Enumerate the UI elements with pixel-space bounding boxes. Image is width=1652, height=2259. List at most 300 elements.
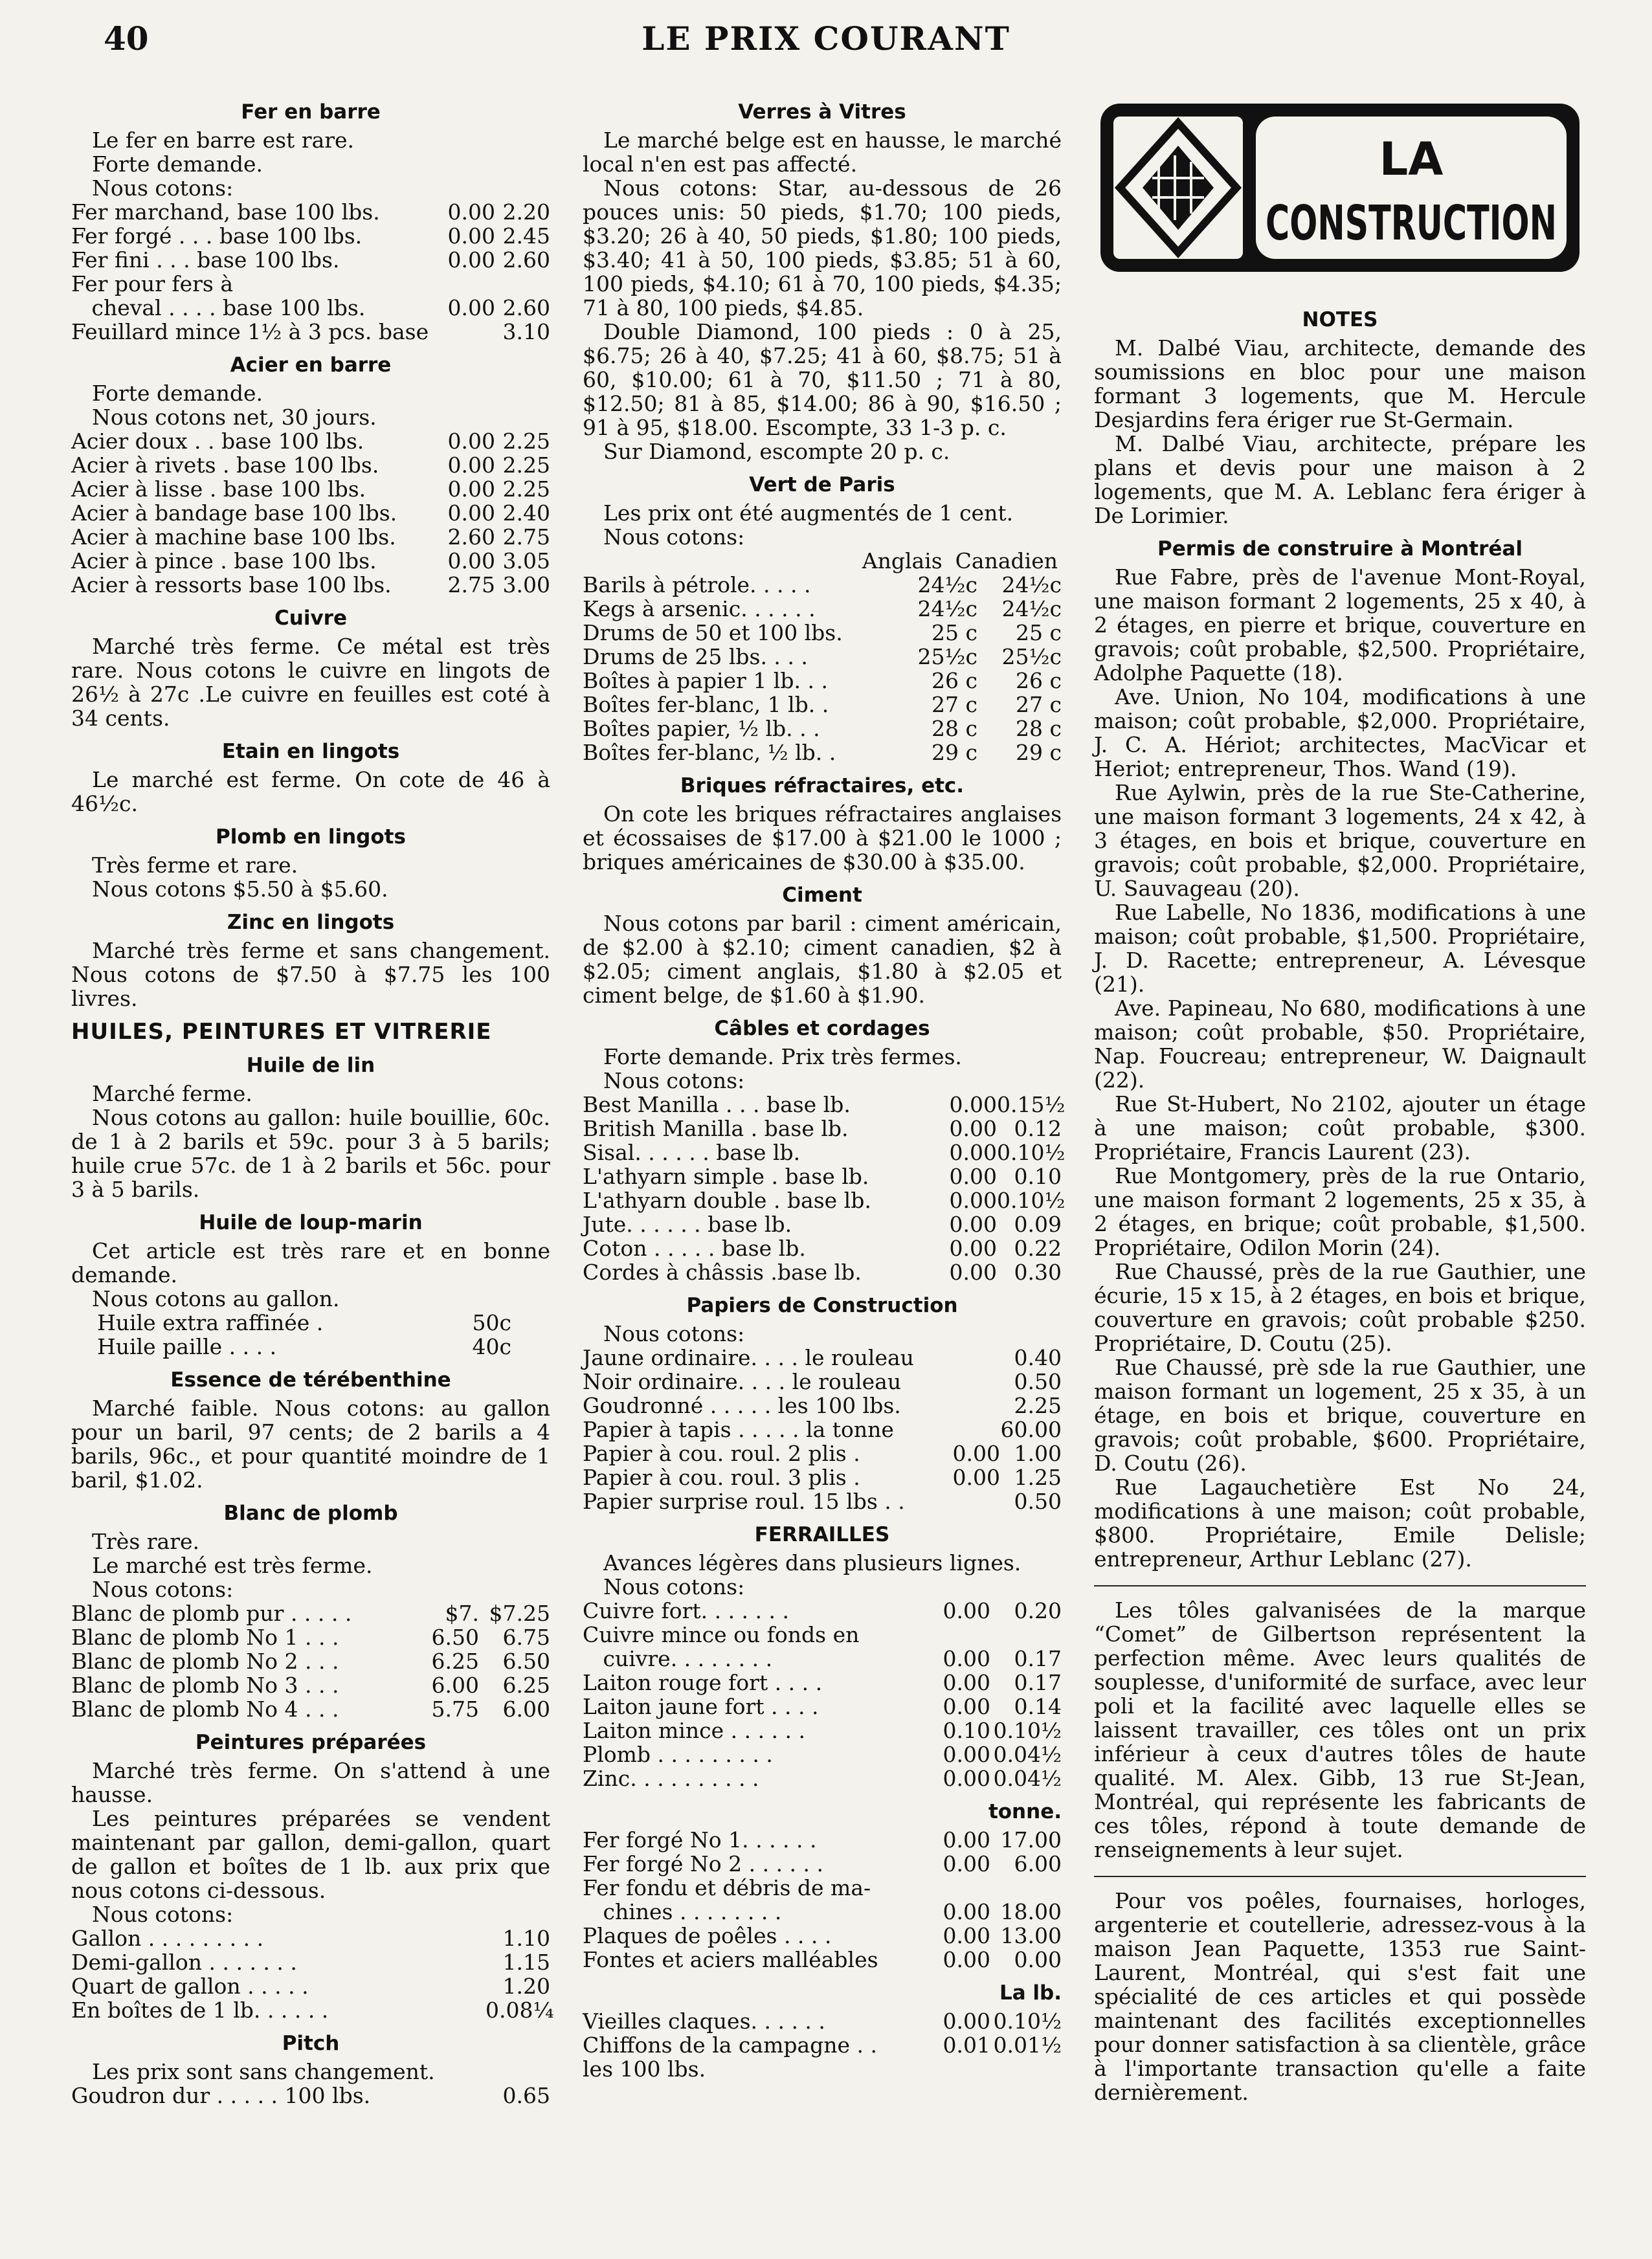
- price-low: [948, 1489, 1000, 1513]
- item-label: Chiffons de la campagne . .: [583, 2032, 878, 2058]
- price-low: 0.00: [447, 452, 495, 478]
- section-title: Zinc en lingots: [227, 911, 395, 934]
- price-low: [926, 1623, 990, 1647]
- logo-line-1: LA: [1379, 133, 1444, 186]
- permit-paragraph: Rue Lagauchetière Est No 24, modifications à une maison; coût probable, $800. Propriétaire, Emile Delisle; entrepreneur, Arthur Leblanc (27).: [1094, 1474, 1586, 1572]
- text-line: Le marché est très ferme.: [92, 1553, 373, 1578]
- price-low: 2.60: [447, 524, 495, 550]
- price-row: [71, 429, 550, 453]
- price-row: [97, 1335, 511, 1359]
- text-line: Avances légères dans plusieurs lignes.: [603, 1550, 1021, 1575]
- section-title: Acier en barre: [230, 353, 392, 377]
- price-high: 18.00: [1000, 1899, 1062, 1924]
- unit-heading: tonne.: [988, 1800, 1062, 1823]
- text-line: Le fer en barre est rare.: [92, 128, 355, 153]
- price-high: 3.10: [502, 319, 550, 344]
- item-label: Acier à rivets . base 100 lbs.: [71, 452, 379, 478]
- price-high: 0.10½: [993, 1718, 1062, 1743]
- item-label: Boîtes fer-blanc, ½ lb. .: [583, 740, 836, 765]
- note-paragraph: M. Dalbé Viau, architecte, demande des soumissions en bloc pour une maison formant 3 logements, que M. Hercule Desjardins fera ériger rue St-Germain.: [1094, 335, 1586, 432]
- paragraph: On cote les briques réfractaires anglaises et écossaises de $17.00 à $21.00 le 1000 ; briques américaines de $30.00 à $35.00.: [583, 801, 1062, 874]
- price-row: [583, 1766, 1062, 1790]
- logo-line-2: CONSTRUCTION: [1266, 195, 1557, 251]
- item-label: Fer forgé No 1. . . . . .: [583, 1827, 817, 1853]
- price-row: [71, 200, 550, 224]
- price-high: 0.15½: [997, 1092, 1066, 1117]
- price-low: 0.00: [943, 1646, 990, 1671]
- price-low: 6.00: [431, 1673, 479, 1698]
- item-label: Acier doux . . base 100 lbs.: [71, 428, 364, 454]
- price-row: [71, 1697, 550, 1721]
- price-low: 29 c: [932, 740, 977, 765]
- item-label: Laiton mince . . . . . .: [583, 1718, 806, 1743]
- section-title: FERRAILLES: [754, 1523, 890, 1546]
- price-row: [583, 1742, 1062, 1766]
- item-label: Plomb . . . . . . . . .: [583, 1742, 773, 1767]
- section-title: Cuivre: [274, 606, 347, 630]
- item-label: Sisal. . . . . . base lb.: [583, 1140, 801, 1165]
- price-low: 25 c: [932, 620, 977, 645]
- price-row: [583, 1092, 1066, 1117]
- text-line: Très rare.: [92, 1529, 199, 1554]
- text-line: Nous cotons:: [92, 1577, 234, 1602]
- price-high: 0.65: [502, 2083, 550, 2108]
- price-low: [948, 1394, 1000, 1418]
- paragraph: Marché très ferme et sans changement. Nous cotons de $7.50 à $7.75 les 100 livres.: [71, 938, 550, 1011]
- section-title: Briques réfractaires, etc.: [680, 774, 965, 797]
- price-row: [583, 573, 1062, 597]
- item-label: Acier à machine base 100 lbs.: [71, 524, 396, 550]
- price-low: 0.00: [952, 1441, 1000, 1466]
- item-label: Drums de 50 et 100 lbs.: [583, 620, 843, 645]
- item-label: Huile extra raffinée .: [97, 1310, 324, 1335]
- price-high: 0.20: [1014, 1598, 1062, 1623]
- price-high: [990, 2057, 1062, 2081]
- item-label: Fer pour fers à: [71, 271, 234, 296]
- advertisement-paragraph: Pour vos poêles, fournaises, horloges, argenterie et coutellerie, adressez-vous à la maison Jean Paquette, 1353 rue Saint-Laurent, Montréal, qui s'est fait une spécialité de ces articles et qui possède maintenant des facilités exceptionnelles pour donner satisfaction à sa clientèle, grâce à l'importante transaction qu'elle a faite dernièrement.: [1094, 1888, 1586, 2105]
- price-high: 0.10½: [993, 2009, 1062, 2034]
- permit-paragraph: Rue Labelle, No 1836, modifications à une maison; coût probable, $1,500. Propriétaire, J. D. Racette; entrepreneur, A. Lévesque (21).: [1094, 900, 1586, 997]
- item-label: Jute. . . . . . base lb.: [583, 1212, 792, 1237]
- item-label: cheval . . . . base 100 lbs.: [71, 295, 366, 320]
- price-row: [71, 453, 550, 477]
- price-low: 0.00: [943, 1694, 990, 1719]
- item-label: Fer forgé No 2 . . . . . .: [583, 1851, 823, 1876]
- price-low: [948, 1346, 1000, 1370]
- price-row: [583, 1441, 1062, 1465]
- price-high: $7.25: [489, 1601, 550, 1626]
- text-line: Forte demande.: [92, 151, 263, 177]
- item-label: L'athyarn simple . base lb.: [583, 1164, 869, 1189]
- price-high: 1.20: [502, 1974, 550, 1999]
- category-title: HUILES, PEINTURES ET VITRERIE: [71, 1019, 492, 1045]
- price-low: 27 c: [932, 692, 977, 717]
- price-high: 2.40: [502, 500, 550, 526]
- price-table: [71, 1926, 554, 2023]
- price-table: [71, 2084, 550, 2108]
- price-low: $7.: [445, 1601, 479, 1626]
- price-low: 0.00: [447, 500, 495, 526]
- permit-paragraph: Ave. Papineau, No 680, modifications à une maison; coût probable, $50. Propriétaire, Nap. Foucreau; entrepreneur, W. Daignault (22).: [1094, 996, 1586, 1093]
- price-row: [583, 1719, 1062, 1742]
- price-row: [71, 549, 550, 573]
- item-label: Quart de gallon . . . . .: [71, 1974, 309, 1999]
- price-low: 0.00: [943, 1947, 990, 1972]
- price-low: 28 c: [932, 716, 977, 741]
- price-high: 6.25: [502, 1673, 550, 1698]
- column-header: Canadien: [955, 548, 1058, 573]
- price-low: 6.50: [431, 1625, 479, 1650]
- text-line: Nous cotons:: [92, 1902, 234, 1927]
- price-low: 24½c: [917, 596, 977, 621]
- section-title: Ciment: [782, 884, 862, 907]
- item-label: British Manilla . base lb.: [583, 1116, 849, 1141]
- price-high: 2.45: [502, 223, 550, 249]
- price-row: [583, 2033, 1062, 2057]
- price-row: [583, 1489, 1062, 1513]
- price-table: [583, 1346, 1062, 1513]
- price-row: [583, 1164, 1062, 1188]
- text-line: Nous cotons $5.50 à $5.60.: [92, 876, 388, 902]
- price-row: [583, 669, 1062, 693]
- price-low: 0.00: [943, 1827, 990, 1853]
- price-low: 0.00: [943, 1923, 990, 1948]
- price-low: 0.00: [949, 1188, 997, 1213]
- price-high: 0.14: [1014, 1694, 1062, 1719]
- price-high: 0.50: [1014, 1489, 1062, 1514]
- item-label: Feuillard mince 1½ à 3 pcs. base: [71, 319, 429, 344]
- price-row: [583, 717, 1062, 740]
- permit-paragraph: Rue St-Hubert, No 2102, ajouter un étage à une maison; coût probable, $300. Propriétaire, Francis Laurent (23).: [1094, 1091, 1586, 1164]
- item-label: Papier à tapis . . . . . la tonne: [583, 1417, 894, 1442]
- price-high: 13.00: [1000, 1923, 1062, 1948]
- price-high: 3.05: [502, 548, 550, 573]
- price-high: 1.25: [1014, 1465, 1062, 1490]
- item-label: Papier à cou. roul. 3 plis .: [583, 1465, 860, 1490]
- price-row: [583, 2009, 1062, 2033]
- permit-paragraph: Rue Chaussé, prè sde la rue Gauthier, une maison formant un logement, 25 x 35, à un étage, en bois et brique, couverture en gravois; coût probable, $600. Propriétaire, D. Coutu (26).: [1094, 1355, 1586, 1476]
- price-low: 0.00: [447, 223, 495, 249]
- item-label: Papier à cou. roul. 2 plis .: [583, 1441, 860, 1466]
- paragraph: Cet article est très rare et en bonne demande.: [71, 1238, 550, 1287]
- table-header: [583, 549, 1062, 573]
- item-label: Acier à ressorts base 100 lbs.: [71, 572, 392, 597]
- item-label: cuivre. . . . . . . .: [583, 1646, 773, 1671]
- price-low: 0.00: [949, 1140, 997, 1165]
- price-high: 6.00: [1014, 1851, 1062, 1876]
- permit-paragraph: Rue Aylwin, près de la rue Ste-Catherine, une maison formant 3 logements, 24 x 42, à 3 étages, en bois et brique, couverture en gravois; coût probable, $2,000. Propriétaire, U. Sauvageau (20).: [1094, 780, 1586, 901]
- price-low: 0.00: [949, 1092, 997, 1117]
- masthead-title: LE PRIX COURANT: [642, 19, 1010, 58]
- column-3: [1094, 91, 1586, 2104]
- price-low: [434, 320, 495, 344]
- price-high: 0.00: [1014, 1947, 1062, 1972]
- paragraph: Sur Diamond, escompte 20 p. c.: [603, 439, 950, 464]
- price-row: [71, 1601, 550, 1625]
- paragraph: Nous cotons au gallon: huile bouillie, 60c. de 1 à 2 barils et 59c. pour 3 à 5 barils; huile crue 57c. de 1 à 2 barils et 56c. pour 3 à 5 barils.: [71, 1105, 550, 1202]
- text-line: Forte demande.: [92, 381, 263, 406]
- column-1: [71, 91, 554, 2108]
- price-high: [990, 1876, 1062, 1900]
- price-row: [583, 645, 1062, 669]
- item-label: En boîtes de 1 lb. . . . . .: [71, 1997, 329, 2023]
- la-construction-logo: [1094, 91, 1586, 285]
- price-high: 28 c: [1016, 716, 1062, 741]
- price-row: [71, 1997, 554, 2023]
- price-high: 2.60: [502, 295, 550, 320]
- price-high: 0.40: [1014, 1345, 1062, 1370]
- price-high: 1.10: [502, 1926, 550, 1951]
- item-label: Blanc de plomb No 3 . . .: [71, 1673, 339, 1698]
- section-title: Blanc de plomb: [223, 1502, 398, 1525]
- price-row: [71, 1974, 550, 1998]
- advertisement-paragraph: Les tôles galvanisées de la marque “Comet” de Gilbertson représentent la perfection même. Avec leurs qualités de souplesse, d'uniformité de surface, avec leur poli et la facilité avec laquelle elles se laissent travailler, ces tôles ont un prix inférieur à ceux d'autres tôles de haute qualité. M. Alex. Gibb, 13 rue St-Jean, Montréal, qui représente les fabricants de ces tôles, répond à toute demande de renseignements à leur sujet.: [1094, 1597, 1586, 1862]
- price-low: 26 c: [932, 668, 977, 693]
- price-high: [990, 1623, 1062, 1647]
- item-label: Barils à pétrole. . . . .: [583, 572, 811, 597]
- section-title: Plomb en lingots: [216, 825, 406, 849]
- paragraph: Marché faible. Nous cotons: au gallon pour un baril, 97 cents; de 2 barils a 4 barils, 96c., et pour quantité moindre de 1 baril, $1.02.: [71, 1396, 550, 1493]
- price-low: 0.00: [447, 548, 495, 573]
- price-low: 0.00: [447, 199, 495, 225]
- price-high: [495, 272, 550, 296]
- price-high: 40c: [472, 1334, 511, 1359]
- price-high: 2.25: [502, 476, 550, 502]
- price-low: 0.00: [943, 2009, 990, 2034]
- section-title: Vert de Paris: [749, 473, 895, 496]
- item-label: Laiton jaune fort . . . .: [583, 1694, 819, 1719]
- price-row: [583, 1828, 1062, 1852]
- price-row: [71, 501, 550, 525]
- price-row: [71, 1625, 550, 1649]
- item-label: Demi-gallon . . . . . . .: [71, 1950, 297, 1975]
- price-table: [71, 429, 550, 597]
- item-label: Boîtes fer-blanc, 1 lb. .: [583, 692, 829, 717]
- price-low: 25½c: [917, 644, 977, 669]
- price-row: [71, 2084, 550, 2108]
- item-label: Fer forgé . . . base 100 lbs.: [71, 223, 363, 249]
- item-label: Zinc. . . . . . . . . .: [583, 1766, 759, 1791]
- price-high: 0.09: [1014, 1212, 1062, 1237]
- item-label: chines . . . . . . . .: [583, 1899, 782, 1924]
- price-table: [583, 1092, 1066, 1285]
- paragraph: Nous cotons: Star, au-dessous de 26 pouces unis: 50 pieds, $1.70; 100 pieds, $3.20; 26 à 40, 50 pieds, $1.80; 100 pieds, $3.40; 41 à 50, 100 pieds, $3.85; 51 à 60, 100 pieds, $4.10; 61 à 70, 100 pieds, $4.35; 71 à 80, 100 pieds, $4.85.: [583, 175, 1062, 320]
- item-label: Kegs à arsenic. . . . . .: [583, 596, 816, 621]
- permit-paragraph: Rue Montgomery, près de la rue Ontario, une maison formant 2 logements, 25 x 35, à 2 étages, en brique; coût probable, $1,500. Propriétaire, Odilon Morin (24).: [1094, 1163, 1586, 1260]
- price-high: 17.00: [1000, 1827, 1062, 1853]
- price-low: 0.00: [943, 1670, 990, 1695]
- price-high: 25 c: [1016, 620, 1062, 645]
- paragraph: Marché ferme.: [92, 1081, 252, 1106]
- price-row: [583, 1370, 1062, 1394]
- price-row: [583, 693, 1062, 717]
- price-high: 1.15: [502, 1950, 550, 1975]
- permit-paragraph: Rue Chaussé, près de la rue Gauthier, une écurie, 15 x 15, à 2 étages, en bois et brique, couverture en gravois; coût probable $250. Propriétaire, D. Coutu (25).: [1094, 1259, 1586, 1356]
- text-line: Très ferme et rare.: [92, 852, 298, 878]
- item-label: Acier à bandage base 100 lbs.: [71, 500, 397, 526]
- price-high: 0.08¼: [486, 1997, 554, 2023]
- price-high: 2.25: [1014, 1393, 1062, 1418]
- column-2: [583, 91, 1066, 2082]
- price-row: [71, 573, 550, 597]
- item-label: Coton . . . . . base lb.: [583, 1236, 806, 1261]
- divider: [1094, 1876, 1586, 1877]
- text-line: Nous cotons:: [603, 1321, 745, 1346]
- price-row: [71, 224, 550, 248]
- price-high: 6.75: [502, 1625, 550, 1650]
- item-label: Noir ordinaire. . . . le rouleau: [583, 1369, 902, 1394]
- item-label: Vieilles claques. . . . . .: [583, 2009, 825, 2034]
- section-title: Peintures préparées: [195, 1731, 427, 1754]
- price-high: 0.12: [1014, 1116, 1062, 1141]
- price-high: 2.75: [502, 524, 550, 550]
- price-row: [583, 1212, 1062, 1236]
- price-row: [583, 1623, 1062, 1647]
- price-low: 0.00: [943, 1899, 990, 1924]
- price-high: 1.00: [1014, 1441, 1062, 1466]
- item-label: Best Manilla . . . base lb.: [583, 1092, 851, 1117]
- unit-heading: La lb.: [999, 1981, 1062, 2005]
- item-label: Gallon . . . . . . . . .: [71, 1926, 264, 1951]
- price-row: [583, 1188, 1066, 1213]
- item-label: Boîtes à papier 1 lb. . .: [583, 668, 828, 693]
- price-row: [583, 1647, 1062, 1671]
- price-high: 25½c: [1001, 644, 1062, 669]
- text-line: Forte demande. Prix très fermes.: [603, 1044, 962, 1069]
- item-label: Fontes et aciers malléables: [583, 1947, 878, 1972]
- price-row: [583, 621, 1062, 645]
- price-high: 6.50: [502, 1649, 550, 1674]
- price-row: [71, 272, 550, 296]
- item-label: Laiton rouge fort . . . .: [583, 1670, 823, 1695]
- item-label: Plaques de poêles . . . .: [583, 1923, 832, 1948]
- section-title: Câbles et cordages: [714, 1017, 930, 1040]
- text-line: Nous cotons net, 30 jours.: [92, 405, 377, 430]
- price-row: [71, 477, 550, 501]
- item-label: Cuivre fort. . . . . . .: [583, 1598, 789, 1623]
- paragraph: Les prix ont été augmentés de 1 cent.: [603, 500, 1014, 526]
- price-high: 0.04½: [993, 1766, 1062, 1791]
- price-high: 24½c: [1001, 596, 1062, 621]
- item-label: Fer fondu et débris de ma-: [583, 1875, 871, 1900]
- price-low: 0.00: [949, 1164, 997, 1189]
- price-row: [97, 1311, 511, 1335]
- price-row: [71, 296, 550, 320]
- item-label: Cuivre mince ou fonds en: [583, 1622, 860, 1647]
- item-label: Blanc de plomb pur . . . . .: [71, 1601, 352, 1626]
- price-row: [583, 1599, 1062, 1623]
- price-high: 6.00: [502, 1697, 550, 1722]
- price-low: [948, 1418, 1000, 1441]
- item-label: les 100 lbs.: [583, 2056, 706, 2082]
- price-low: 24½c: [917, 572, 977, 597]
- section-title: Etain en lingots: [221, 740, 400, 763]
- price-row: [71, 1673, 550, 1697]
- price-row: [583, 1260, 1062, 1284]
- price-high: 29 c: [1016, 740, 1062, 765]
- paragraph: Les peintures préparées se vendent maintenant par gallon, demi-gallon, quart de gallon et boîtes de 1 lb. aux prix que nous cotons ci-dessous.: [71, 1806, 550, 1903]
- price-row: [583, 1140, 1066, 1165]
- price-low: 0.00: [447, 247, 495, 273]
- item-label: Fer fini . . . base 100 lbs.: [71, 247, 340, 273]
- price-high: 2.25: [502, 428, 550, 454]
- section-title: Huile de lin: [246, 1054, 375, 1077]
- price-table: [71, 1601, 550, 1721]
- price-high: 2.25: [502, 452, 550, 478]
- price-high: 0.10: [1014, 1164, 1062, 1189]
- item-label: Blanc de plomb No 1 . . .: [71, 1625, 339, 1650]
- paragraph: Les prix sont sans changement.: [92, 2059, 435, 2084]
- price-low: 0.00: [943, 1851, 990, 1876]
- price-low: 0.00: [952, 1465, 1000, 1490]
- price-row: [583, 1852, 1062, 1876]
- divider: [1094, 1585, 1586, 1586]
- price-row: [583, 1418, 1062, 1441]
- section-title: Pitch: [282, 2032, 340, 2055]
- price-table: [583, 573, 1062, 764]
- price-low: 2.75: [447, 572, 495, 597]
- price-low: 0.00: [949, 1260, 997, 1285]
- price-table: [583, 1828, 1062, 1972]
- section-title: Huile de loup-marin: [199, 1211, 423, 1234]
- price-high: 60.00: [1000, 1417, 1062, 1442]
- price-row: [583, 1346, 1062, 1370]
- paragraph: Marché très ferme. On s'attend à une hausse.: [71, 1758, 550, 1807]
- price-row: [583, 1117, 1062, 1141]
- price-table: [71, 200, 550, 344]
- permit-paragraph: Ave. Union, No 104, modifications à une maison; coût probable, $2,000. Propriétaire, J. C. A. Hériot; architectes, MacVicar et Heriot; entrepreneur, Thos. Wand (19).: [1094, 684, 1586, 781]
- price-row: [71, 1926, 550, 1950]
- price-low: [434, 272, 495, 296]
- item-label: Goudronné . . . . . les 100 lbs.: [583, 1393, 901, 1418]
- price-low: [926, 1876, 990, 1900]
- item-label: Huile paille . . . .: [97, 1334, 277, 1359]
- price-low: 0.00: [949, 1212, 997, 1237]
- price-high: 0.17: [1014, 1670, 1062, 1695]
- price-high: 0.50: [1014, 1369, 1062, 1394]
- item-label: Blanc de plomb No 2 . . .: [71, 1649, 339, 1674]
- price-row: [583, 1465, 1062, 1489]
- price-high: 24½c: [1001, 572, 1062, 597]
- price-low: 0.00: [949, 1116, 997, 1141]
- item-label: Cordes à châssis .base lb.: [583, 1260, 862, 1285]
- price-row: [583, 2057, 1062, 2081]
- price-low: 6.25: [431, 1649, 479, 1674]
- price-low: [948, 1370, 1000, 1394]
- price-high: 26 c: [1016, 668, 1062, 693]
- paragraph: Nous cotons par baril : ciment américain, de $2.00 à $2.10; ciment canadien, $2 à $2.05; ciment anglais, $1.80 à $2.05 et ciment belge, de $1.60 à $1.90.: [583, 911, 1062, 1008]
- text-line: Nous cotons:: [92, 175, 234, 201]
- item-label: Boîtes papier, ½ lb. . .: [583, 716, 820, 741]
- permit-paragraph: Rue Fabre, près de l'avenue Mont-Royal, une maison formant 2 logements, 25 x 40, à 2 étages, en pierre et brique, couverture en gravois; coût probable, $2,500. Propriétaire, Adolphe Paquette (18).: [1094, 564, 1586, 685]
- text-line: Nous cotons:: [603, 1068, 745, 1093]
- price-row: [71, 525, 550, 549]
- item-label: L'athyarn double . base lb.: [583, 1188, 871, 1213]
- price-row: [583, 1948, 1062, 1972]
- price-table: [583, 2009, 1062, 2081]
- price-low: 0.00: [447, 295, 495, 320]
- price-row: [583, 1695, 1062, 1719]
- price-high: 0.10½: [997, 1140, 1066, 1165]
- price-high: 0.30: [1014, 1260, 1062, 1285]
- item-label: Acier à pince . base 100 lbs.: [71, 548, 377, 573]
- price-row: [71, 320, 550, 344]
- section-title: Papiers de Construction: [686, 1294, 958, 1317]
- price-high: 27 c: [1016, 692, 1062, 717]
- price-high: 3.00: [502, 572, 550, 597]
- text-line: Nous cotons:: [603, 1574, 745, 1599]
- price-row: [71, 1950, 550, 1974]
